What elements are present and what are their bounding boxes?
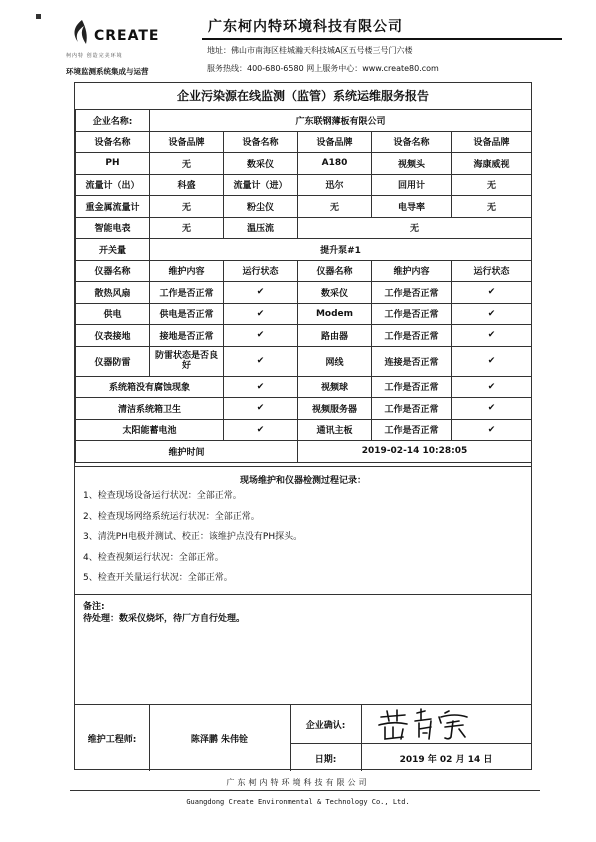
enterprise-confirm-label: 企业确认: (305, 721, 346, 731)
maintenance-records (75, 466, 531, 594)
company-name: 广东柯内特环境科技有限公司 (208, 19, 403, 35)
check-icon: ✔ (452, 346, 532, 376)
service-report (74, 82, 532, 770)
instrument-cell: 视频服务器 (298, 398, 372, 420)
device-cell: A180 (298, 153, 372, 175)
instrument-row (76, 398, 532, 420)
check-icon: ✔ (224, 282, 298, 304)
enterprise-label: 企业名称: (76, 110, 150, 132)
instrument-cell: 连接是否正常 (372, 346, 452, 376)
instrument-header: 维护内容 (372, 260, 452, 282)
instrument-cell: 系统箱没有腐蚀现象 (76, 376, 224, 398)
logo-slogan: 柯内特 创造完美环境 (66, 53, 123, 59)
notes-label: 备注: (83, 602, 105, 612)
enterprise-row (76, 110, 532, 132)
device-row (76, 196, 532, 218)
logo-text: CREATE (94, 28, 160, 44)
device-cell: 海康威视 (452, 153, 532, 175)
instrument-cell: 工作是否正常 (372, 419, 452, 441)
device-row (76, 153, 532, 175)
check-icon: ✔ (452, 398, 532, 420)
device-header: 设备名称 (76, 131, 150, 153)
device-cell: 智能电表 (76, 217, 150, 239)
instrument-cell: 防雷状态是否良好 (150, 346, 224, 376)
device-cell: 电导率 (372, 196, 452, 218)
device-cell: 视频头 (372, 153, 452, 175)
record-item: 5、检查开关量运行状况：全部正常。 (83, 573, 233, 583)
device-cell: 迅尔 (298, 174, 372, 196)
device-row (76, 174, 532, 196)
device-header-row (76, 131, 532, 153)
check-icon: ✔ (224, 419, 298, 441)
instrument-header: 运行状态 (224, 260, 298, 282)
instrument-header: 维护内容 (150, 260, 224, 282)
device-cell: 无 (452, 196, 532, 218)
header-divider (202, 38, 562, 40)
instrument-cell: 数采仪 (298, 282, 372, 304)
record-item: 4、检查视频运行状况：全部正常。 (83, 552, 224, 563)
switch-row (76, 239, 532, 261)
device-cell: 科盛 (150, 174, 224, 196)
report-title: 企业污染源在线监测（监管）系统运维服务报告 (176, 89, 429, 103)
instrument-cell: 清洁系统箱卫生 (76, 398, 224, 420)
instrument-cell: 太阳能蓄电池 (76, 419, 224, 441)
check-icon: ✔ (224, 303, 298, 325)
device-cell: 流量计（出） (76, 174, 150, 196)
notes-section (75, 594, 531, 704)
record-item: 1、检查现场设备运行状况：全部正常。 (83, 491, 242, 501)
corner-mark (36, 14, 41, 19)
records-title: 现场维护和仪器检测过程记录： (239, 476, 366, 486)
check-icon: ✔ (452, 303, 532, 325)
device-cell: 无 (298, 217, 532, 239)
instrument-row (76, 303, 532, 325)
maintenance-time-row (76, 441, 532, 463)
device-cell: 无 (150, 153, 224, 175)
letterhead (62, 12, 562, 80)
smart-meter-row (76, 217, 532, 239)
footer-divider (70, 790, 540, 791)
company-hotline: 服务热线：400-680-6580 网上服务中心：www.create80.com (207, 64, 439, 73)
instrument-cell: 工作是否正常 (372, 282, 452, 304)
device-cell: PH (76, 153, 150, 175)
check-icon: ✔ (224, 376, 298, 398)
divider (290, 743, 531, 744)
check-icon: ✔ (224, 398, 298, 420)
date-label: 日期: (314, 755, 337, 765)
device-cell: 无 (150, 217, 224, 239)
device-cell: 流量计（进） (224, 174, 298, 196)
instrument-cell: 仪表接地 (76, 325, 150, 347)
device-header: 设备品牌 (298, 131, 372, 153)
device-cell: 温压流 (224, 217, 298, 239)
instrument-cell: 视频球 (298, 376, 372, 398)
instrument-header: 仪器名称 (298, 260, 372, 282)
sign-date: 2019 年 02 月 14 日 (399, 755, 493, 765)
record-item: 3、清洗PH电极并测试、校正：该维护点没有PH探头。 (83, 532, 303, 542)
logo-caption: 环境监测系统集成与运营 (66, 67, 149, 76)
switch-label: 开关量 (76, 239, 150, 261)
report-table (75, 109, 532, 463)
instrument-cell: 工作是否正常 (150, 282, 224, 304)
instrument-row (76, 346, 532, 376)
flame-logo-icon (70, 18, 90, 48)
instrument-row (76, 325, 532, 347)
device-cell: 粉尘仪 (224, 196, 298, 218)
company-address: 地址：佛山市南海区桂城瀚天科技城A区五号楼三号门六楼 (207, 46, 413, 55)
engineer-names: 陈泽鹏 朱伟铨 (190, 735, 249, 745)
instrument-cell: 路由器 (298, 325, 372, 347)
device-cell: 数采仪 (224, 153, 298, 175)
device-header: 设备名称 (224, 131, 298, 153)
instrument-cell: 接地是否正常 (150, 325, 224, 347)
notes-text: 待处理：数采仪烧坏，待厂方自行处理。 (83, 614, 246, 624)
device-header: 设备名称 (372, 131, 452, 153)
device-cell: 无 (452, 174, 532, 196)
instrument-cell: 供电是否正常 (150, 303, 224, 325)
instrument-cell: 散热风扇 (76, 282, 150, 304)
record-item: 2、检查现场网络系统运行状况：全部正常。 (83, 511, 260, 522)
instrument-cell: 工作是否正常 (372, 398, 452, 420)
device-cell: 无 (298, 196, 372, 218)
device-cell: 无 (150, 196, 224, 218)
device-header: 设备品牌 (452, 131, 532, 153)
handwritten-signature (375, 707, 485, 741)
check-icon: ✔ (224, 346, 298, 376)
check-icon: ✔ (452, 325, 532, 347)
instrument-cell: 工作是否正常 (372, 303, 452, 325)
check-icon: ✔ (224, 325, 298, 347)
switch-value: 提升泵#1 (150, 239, 532, 261)
footer-company-cn: 广东柯内特环境科技有限公司 (226, 778, 370, 787)
check-icon: ✔ (452, 376, 532, 398)
instrument-header: 仪器名称 (76, 260, 150, 282)
maintenance-time-label: 维护时间 (76, 441, 298, 463)
instrument-row (76, 376, 532, 398)
footer-company-en: Guangdong Create Environmental & Technology Co., Ltd. (186, 798, 410, 806)
instrument-header-row (76, 260, 532, 282)
instrument-row (76, 282, 532, 304)
instrument-cell: 仪器防雷 (76, 346, 150, 376)
instrument-cell: Modem (298, 303, 372, 325)
instrument-cell: 工作是否正常 (372, 376, 452, 398)
device-cell: 回用计 (372, 174, 452, 196)
instrument-cell: 通讯主板 (298, 419, 372, 441)
maintenance-time: 2019-02-14 10:28:05 (298, 441, 532, 463)
instrument-cell: 工作是否正常 (372, 325, 452, 347)
instrument-row (76, 419, 532, 441)
instrument-cell: 网线 (298, 346, 372, 376)
enterprise-name: 广东联钢薄板有限公司 (150, 110, 532, 132)
check-icon: ✔ (452, 282, 532, 304)
device-header: 设备品牌 (150, 131, 224, 153)
signature-section (75, 704, 531, 770)
device-cell: 重金属流量计 (76, 196, 150, 218)
instrument-header: 运行状态 (452, 260, 532, 282)
engineer-label: 维护工程师: (87, 735, 137, 745)
check-icon: ✔ (452, 419, 532, 441)
instrument-cell: 供电 (76, 303, 150, 325)
